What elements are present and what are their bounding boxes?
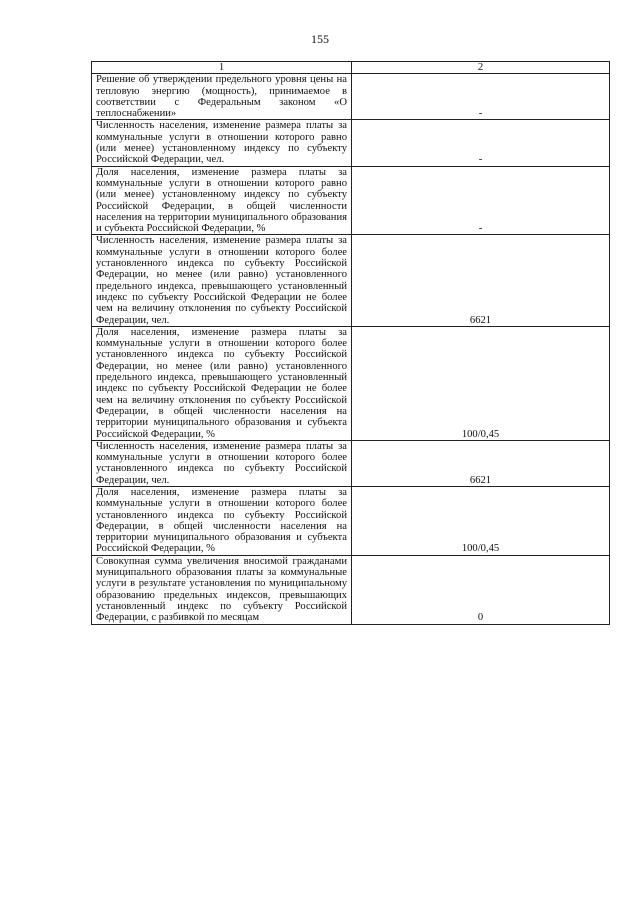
row-label: Совокупная сумма увеличения вносимой гражданами муниципального образования платы за коммунальные услуги в результате установления по муниципальному образованию предельных индексов, превышающих установленный индекс по субъекту Российской Федерации, с разбивкой по месяцам [92,555,352,624]
table-row [92,326,610,440]
row-value: 0 [352,555,610,624]
row-label: Численность населения, изменение размера платы за коммунальные услуги в отношении которого равно (или менее) установленному индексу по субъекту Российской Федерации, чел. [92,120,352,166]
data-table [91,61,610,625]
row-value: - [352,120,610,166]
row-value: - [352,74,610,120]
row-value: 100/0,45 [352,486,610,555]
row-label: Доля населения, изменение размера платы за коммунальные услуги в отношении которого равно (или менее) установленному индексу по субъекту Российской Федерации, в общей численности населения на территории муниципального образования и субъекта Российской Федерации, % [92,166,352,235]
row-label: Численность населения, изменение размера платы за коммунальные услуги в отношении которого более установленного индекса по субъекту Российской Федерации, чел. [92,440,352,486]
column-header-1: 1 [92,62,352,74]
table-row [92,74,610,120]
row-value: 6621 [352,235,610,326]
page-number: 155 [311,32,329,46]
table-row [92,486,610,555]
table-row [92,235,610,326]
table-row [92,166,610,235]
row-label: Доля населения, изменение размера платы за коммунальные услуги в отношении которого более установленного индекса по субъекту Российской Федерации, в общей численности населения на территории муниципального образования и субъекта Российской Федерации, % [92,486,352,555]
table-row [92,555,610,624]
row-value: 100/0,45 [352,326,610,440]
table-row [92,120,610,166]
row-label: Доля населения, изменение размера платы за коммунальные услуги в отношении которого более установленного индекса по субъекту Российской Федерации, но менее (или равно) установленного предельного индекса, превышающего установленный индекс по субъекту Российской Федерации не более чем на величину отклонения по субъекту Российской Федерации, в общей численности населения на территории муниципального образования и субъекта Российской Федерации, % [92,326,352,440]
table-row [92,440,610,486]
row-value: 6621 [352,440,610,486]
row-label: Решение об утверждении предельного уровня цены на тепловую энергию (мощность), принимаемое в соответствии с Федеральным законом «О теплоснабжении» [92,74,352,120]
row-label: Численность населения, изменение размера платы за коммунальные услуги в отношении которого более установленного индекса по субъекту Российской Федерации, но менее (или равно) установленного предельного индекса, превышающего установленный индекс по субъекту Российской Федерации не более чем на величину отклонения по субъекту Российской Федерации, чел. [92,235,352,326]
table-header-row [92,62,610,74]
column-header-2: 2 [352,62,610,74]
row-value: - [352,166,610,235]
